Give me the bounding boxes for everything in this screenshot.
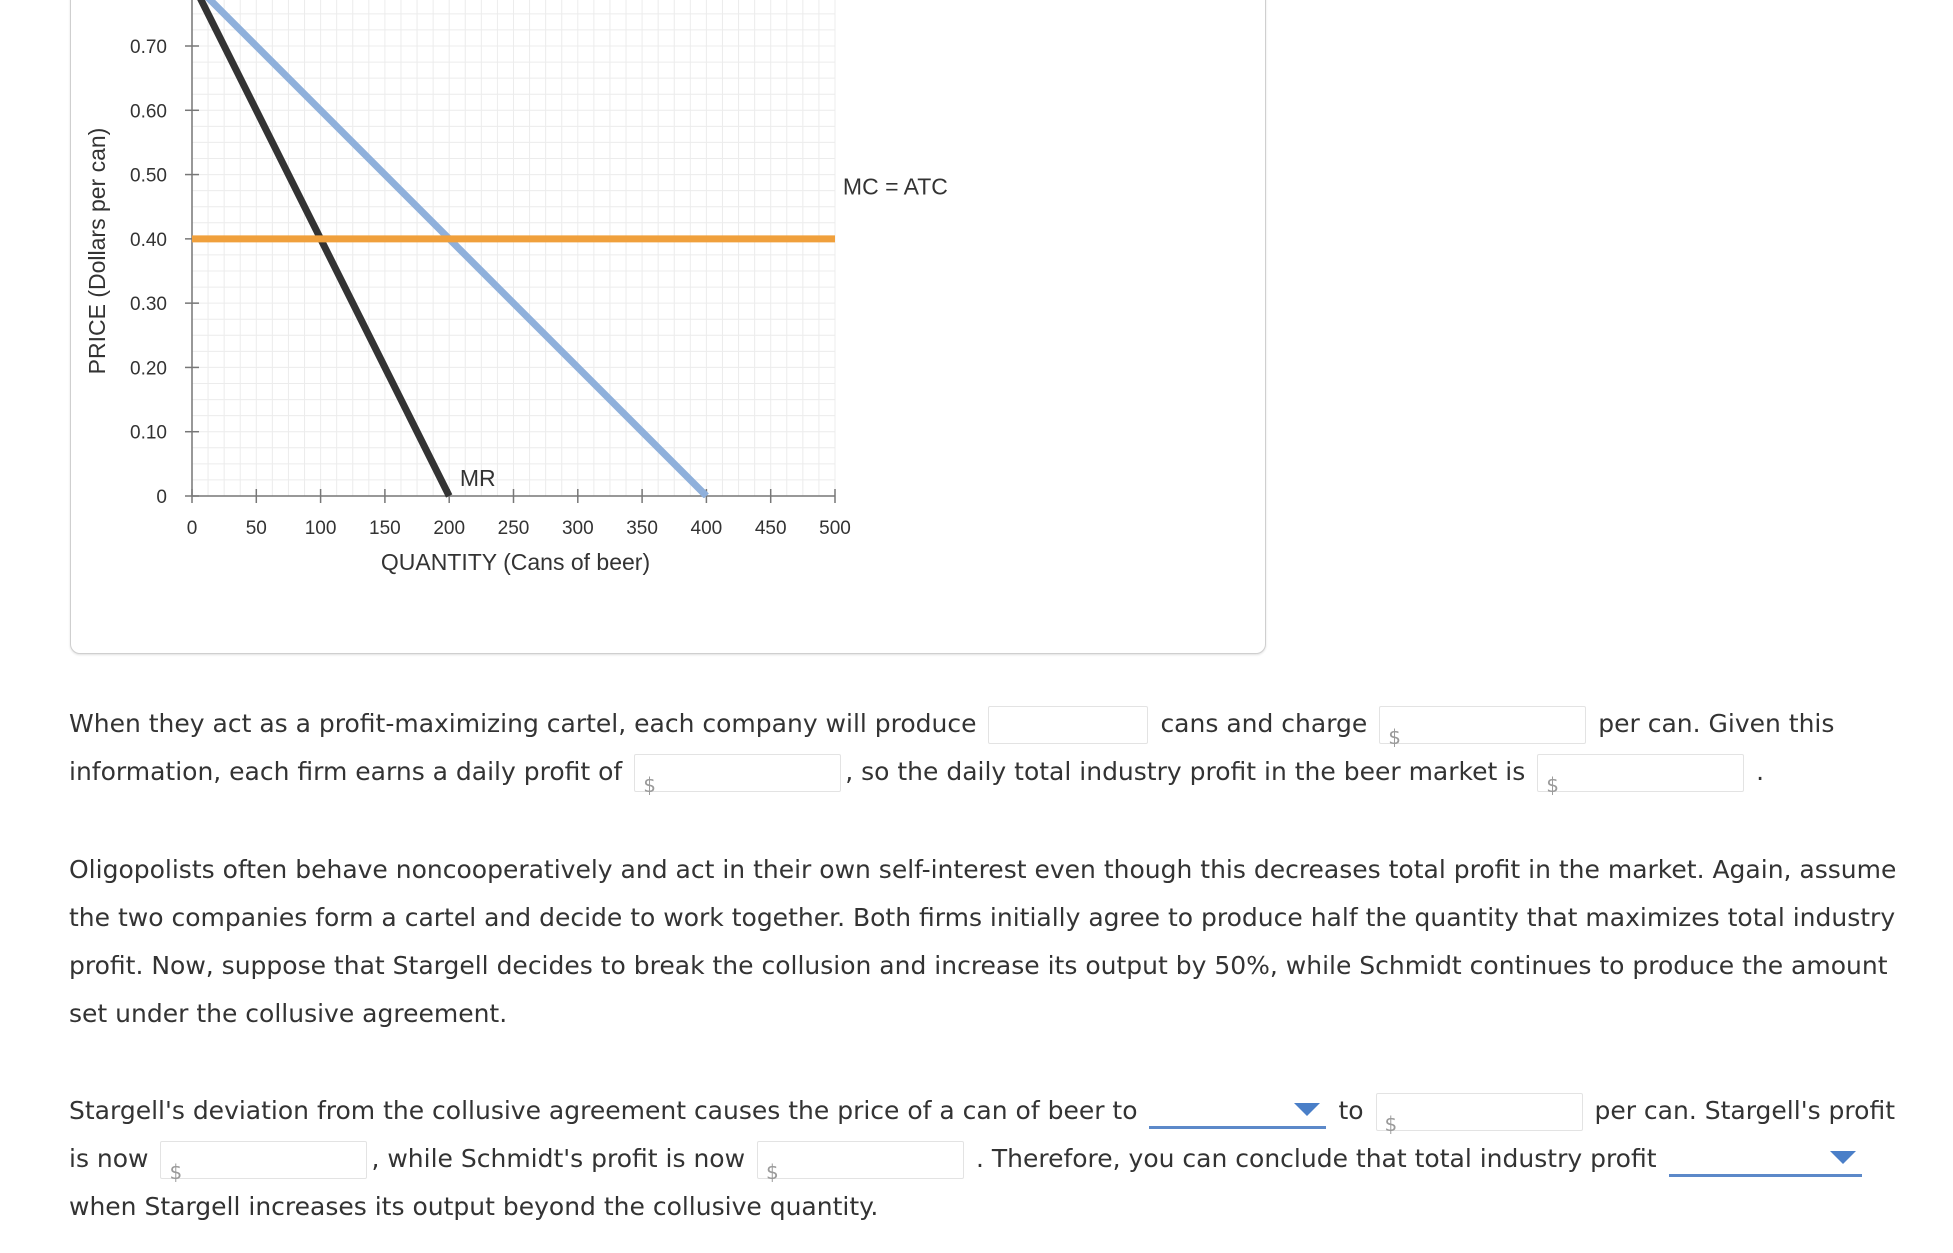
cartel-quantity-input[interactable] xyxy=(988,706,1148,744)
graph-panel xyxy=(70,0,1266,654)
chevron-down-icon xyxy=(1294,1103,1320,1116)
y-tick-label: 0.50 xyxy=(130,165,167,187)
y-tick-label: 0.10 xyxy=(130,422,167,444)
para3-text-6: when Stargell increases its output beyond the collusive quantity. xyxy=(69,1192,879,1221)
new-price-input[interactable] xyxy=(1376,1093,1583,1136)
dollar-sign: $ xyxy=(766,1160,779,1184)
cartel-question-paragraph xyxy=(69,700,1899,796)
y-axis-title: PRICE (Dollars per can) xyxy=(84,127,110,375)
dollar-sign: $ xyxy=(643,773,656,797)
x-tick-label: 450 xyxy=(754,518,787,539)
oligopoly-paragraph: Oligopolists often behave noncooperatively and act in their own self-interest even though this decreases total profit in the market. Again, assume the two companies form a cartel and decide to work together. Both firms initially agree to produce half the quantity that maximizes total industry profit. Now, suppose that Stargell decides to break the collusion and increase its output by 50%, while Schmidt continues to produce the amount set under the collusive agreement. xyxy=(69,855,1897,1028)
para3-text-1: Stargell's deviation from the collusive agreement causes the price of a can of beer to xyxy=(69,1096,1138,1125)
y-tick-label: 0.40 xyxy=(130,229,167,251)
cartel-price-input[interactable] xyxy=(1379,706,1586,749)
x-axis-title: QUANTITY (Cans of beer) xyxy=(380,549,651,575)
chevron-down-icon xyxy=(1830,1151,1856,1164)
mr-label: MR xyxy=(459,465,496,492)
x-tick-label: 250 xyxy=(497,518,530,539)
industry-profit-input[interactable] xyxy=(1537,754,1744,797)
y-tick-label: 0 xyxy=(156,487,167,508)
schmidt-profit-input[interactable] xyxy=(757,1141,964,1184)
x-tick-label: 0 xyxy=(186,518,198,539)
mc-atc-label: MC = ATC xyxy=(842,173,948,200)
para3-text-2: to xyxy=(1338,1096,1364,1125)
stargell-profit-input[interactable] xyxy=(160,1141,367,1184)
y-tick-label: 0.70 xyxy=(130,37,167,58)
firm-profit-input[interactable] xyxy=(634,754,841,797)
para3-text-3: per can. Stargell's profit is now xyxy=(69,1096,1895,1173)
x-tick-label: 350 xyxy=(626,518,658,539)
para1-text-5: . xyxy=(1756,757,1765,786)
x-tick-label: 400 xyxy=(690,518,723,539)
dollar-sign: $ xyxy=(1546,773,1559,797)
price-change-dropdown[interactable] xyxy=(1149,1095,1326,1129)
cartel-chart xyxy=(71,0,1265,653)
x-tick-label: 500 xyxy=(819,518,851,539)
dollar-sign: $ xyxy=(1388,725,1401,749)
para3-text-5: . Therefore, you can conclude that total industry profit xyxy=(975,1144,1657,1173)
industry-profit-change-dropdown[interactable] xyxy=(1669,1143,1862,1177)
y-tick-label: 0.30 xyxy=(130,294,167,316)
para1-text-1: When they act as a profit-maximizing cartel, each company will produce xyxy=(69,709,977,738)
para1-text-2: cans and charge xyxy=(1160,709,1368,738)
para1-text-4: , so the daily total industry profit in the beer market is xyxy=(845,757,1526,786)
dollar-sign: $ xyxy=(169,1160,183,1184)
x-tick-label: 300 xyxy=(561,518,594,539)
deviation-question-paragraph xyxy=(69,1087,1899,1231)
y-tick-label: 0.20 xyxy=(130,358,167,380)
x-tick-label: 100 xyxy=(304,518,337,539)
para1-text-3: per can. Given this information, each firm earns a daily profit of xyxy=(69,709,1835,786)
y-tick-label: 0.60 xyxy=(130,101,167,123)
para3-text-4: , while Schmidt's profit is now xyxy=(371,1144,746,1173)
x-tick-label: 150 xyxy=(369,518,401,539)
x-tick-label: 50 xyxy=(245,518,267,539)
x-tick-label: 200 xyxy=(433,518,466,539)
dollar-sign: $ xyxy=(1384,1112,1398,1136)
